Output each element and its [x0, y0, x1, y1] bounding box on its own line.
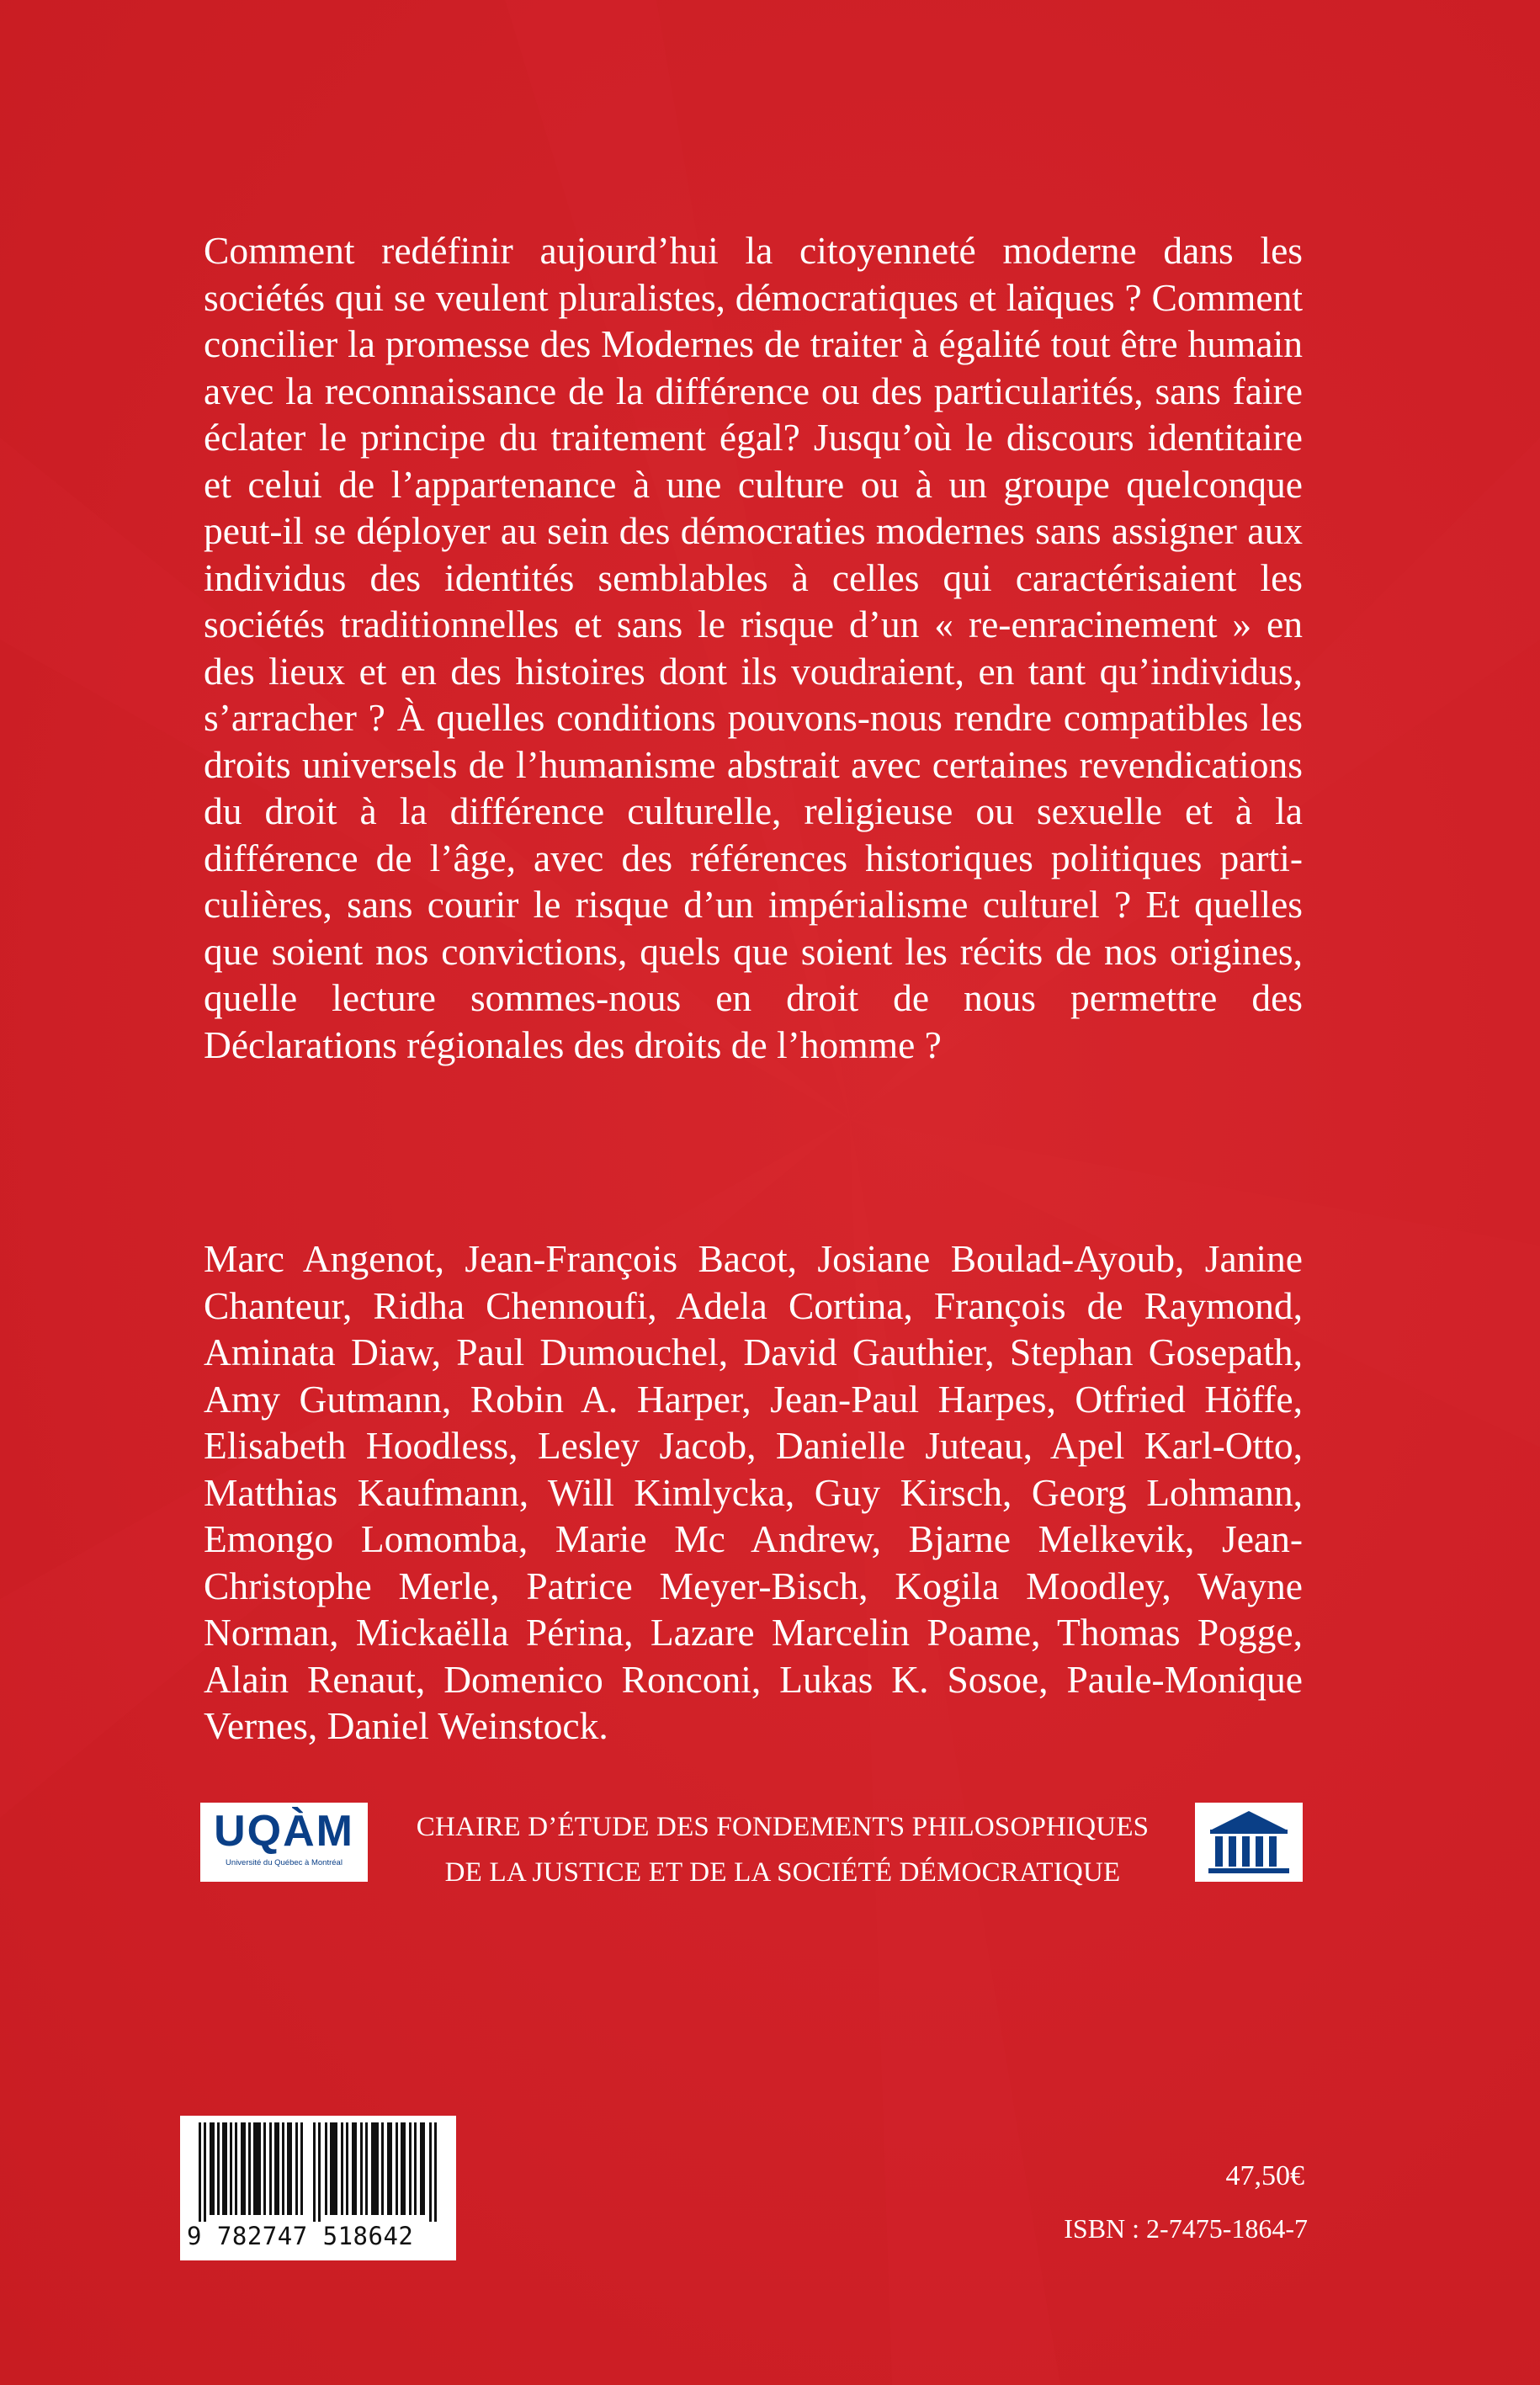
authors-list: Marc Angenot, Jean-François Bacot, Josiane Boulad-Ayoub, Janine Chanteur, Ridha Chennoufi, Adela Cortina, François de Raymond, Aminata Diaw, Paul Dumouchel, David Gauthier, Stephan Gosepath, Amy Gutmann, Robin A. Harper, Jean-Paul Harpes, Otfried Höffe, Elisabeth Hoodless, Lesley Jacob, Danielle Juteau, Apel Karl-Otto, Matthias Kaufmann, Will Kimlycka, Guy Kirsch, Georg Lohmann, Emongo Lomomba, Marie Mc Andrew, Bjarne Melkevik, Jean-Christophe Merle, Patrice Meyer-Bisch, Kogila Moodley, Wayne Norman, Mickaëlla Périna, Lazare Marcelin Poame, Thomas Pogge, Alain Renaut, Domenico Ronconi, Lukas K. Sosoe, Paule-Monique Vernes, Daniel Weinstock.: [204, 1237, 1303, 1747]
uqam-logo: [200, 1803, 368, 1882]
unesco-temple-icon: [1195, 1803, 1303, 1882]
chair-title: [396, 1804, 1170, 1895]
barcode-digits: 9 782747 518642: [187, 2222, 414, 2250]
isbn: ISBN : 2-7475-1864-7: [1064, 2213, 1308, 2244]
uqam-logo-subtitle: Université du Québec à Montréal: [226, 1858, 343, 1867]
barcode: [180, 2116, 456, 2260]
summary-paragraph: Comment redéfinir aujourd’hui la citoyenneté moderne dans les sociétés qui se veulent pluralistes, démocratiques et laïques ? Comment concilier la promesse des Modernes de traiter à égalité tout être humain avec la reconnaissance de la différence ou des particularités, sans faire éclater le principe du traitement égal? Jusqu’où le discours identitaire et celui de l’appartenance à une culture ou à un groupe quelconque peut-il se déployer au sein des démocraties modernes sans assigner aux individus des identités semblables à celles qui caractérisaient les sociétés traditionnelles et sans le risque d’un « re-enracinement » en des lieux et en des histoires dont ils voudraient, en tant qu’individus, s’arracher ? À quelles conditions pouvons-nous rendre compatibles les droits universels de l’humanisme abstrait avec certaines revendications du droit à la différence culturelle, religieuse ou sexuelle et à la différence de l’âge, avec des références historiques politiques particulières, sans courir le risque d’un impérialisme culturel ? Et quelles que soient nos convictions, quels que soient les récits de nos origines, quelle lecture sommes-nous en droit de nous permettre des Déclarations régionales des droits de l’homme ?: [204, 229, 1303, 1066]
price: 47,50€: [1225, 2160, 1304, 2191]
uqam-logo-name: UQÀM: [214, 1807, 354, 1856]
chair-title-line-2: DE LA JUSTICE ET DE LA SOCIÉTÉ DÉMOCRATIQUE: [444, 1857, 1121, 1888]
barcode-bars: [187, 2122, 449, 2222]
unesco-logo: [1195, 1803, 1303, 1882]
chair-title-line-1: CHAIRE D’ÉTUDE DES FONDEMENTS PHILOSOPHIQUES: [416, 1812, 1150, 1842]
